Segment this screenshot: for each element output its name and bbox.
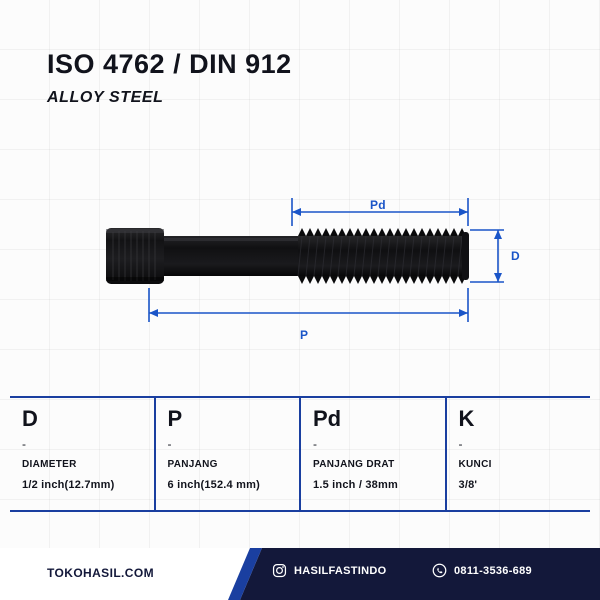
- spec-key: D: [22, 406, 38, 431]
- spec-name: KUNCI: [458, 459, 492, 470]
- spec-key: K: [458, 406, 475, 431]
- page-subtitle: ALLOY STEEL: [47, 88, 164, 106]
- spec-value: 6 inch(152.4 mm): [167, 479, 260, 491]
- spec-name: PANJANG DRAT: [313, 459, 395, 470]
- spec-name: PANJANG: [167, 459, 218, 470]
- spec-key: Pd: [313, 406, 342, 431]
- dimension-d: [470, 230, 504, 282]
- instagram-handle[interactable]: [272, 563, 387, 578]
- instagram-icon: [272, 563, 287, 578]
- page-title: ISO 4762 / DIN 912: [47, 49, 292, 79]
- header: [47, 50, 567, 107]
- dimension-p: [149, 288, 468, 322]
- bolt-head: [106, 228, 164, 284]
- spec-table: [10, 396, 590, 512]
- spec-value: 3/8': [458, 479, 478, 491]
- footer: [0, 548, 600, 600]
- dimension-label-d: D: [511, 249, 520, 263]
- website-label: TOKOHASIL.COM: [47, 566, 154, 580]
- spec-dash: -: [313, 437, 317, 451]
- dimension-label-p: P: [300, 328, 309, 342]
- whatsapp-number[interactable]: [432, 563, 532, 578]
- spec-column-diameter: [10, 398, 156, 510]
- spec-dash: -: [167, 437, 172, 451]
- instagram-label: HASILFASTINDO: [294, 564, 387, 577]
- bolt-thread: [298, 228, 469, 284]
- spec-column-panjang: [156, 398, 302, 510]
- spec-column-panjang-drat: [301, 398, 447, 510]
- bolt-diagram: [0, 170, 600, 370]
- spec-key: P: [167, 406, 183, 431]
- whatsapp-label: 0811-3536-689: [454, 564, 532, 577]
- spec-value: 1.5 inch / 38mm: [313, 479, 398, 491]
- spec-value: 1/2 inch(12.7mm): [22, 479, 115, 491]
- spec-dash: -: [458, 437, 463, 451]
- spec-column-kunci: [447, 398, 591, 510]
- spec-dash: -: [22, 437, 26, 451]
- dimension-label-pd: Pd: [370, 198, 386, 212]
- bolt-shank: [164, 236, 298, 276]
- whatsapp-icon: [432, 563, 447, 578]
- spec-name: DIAMETER: [22, 459, 77, 470]
